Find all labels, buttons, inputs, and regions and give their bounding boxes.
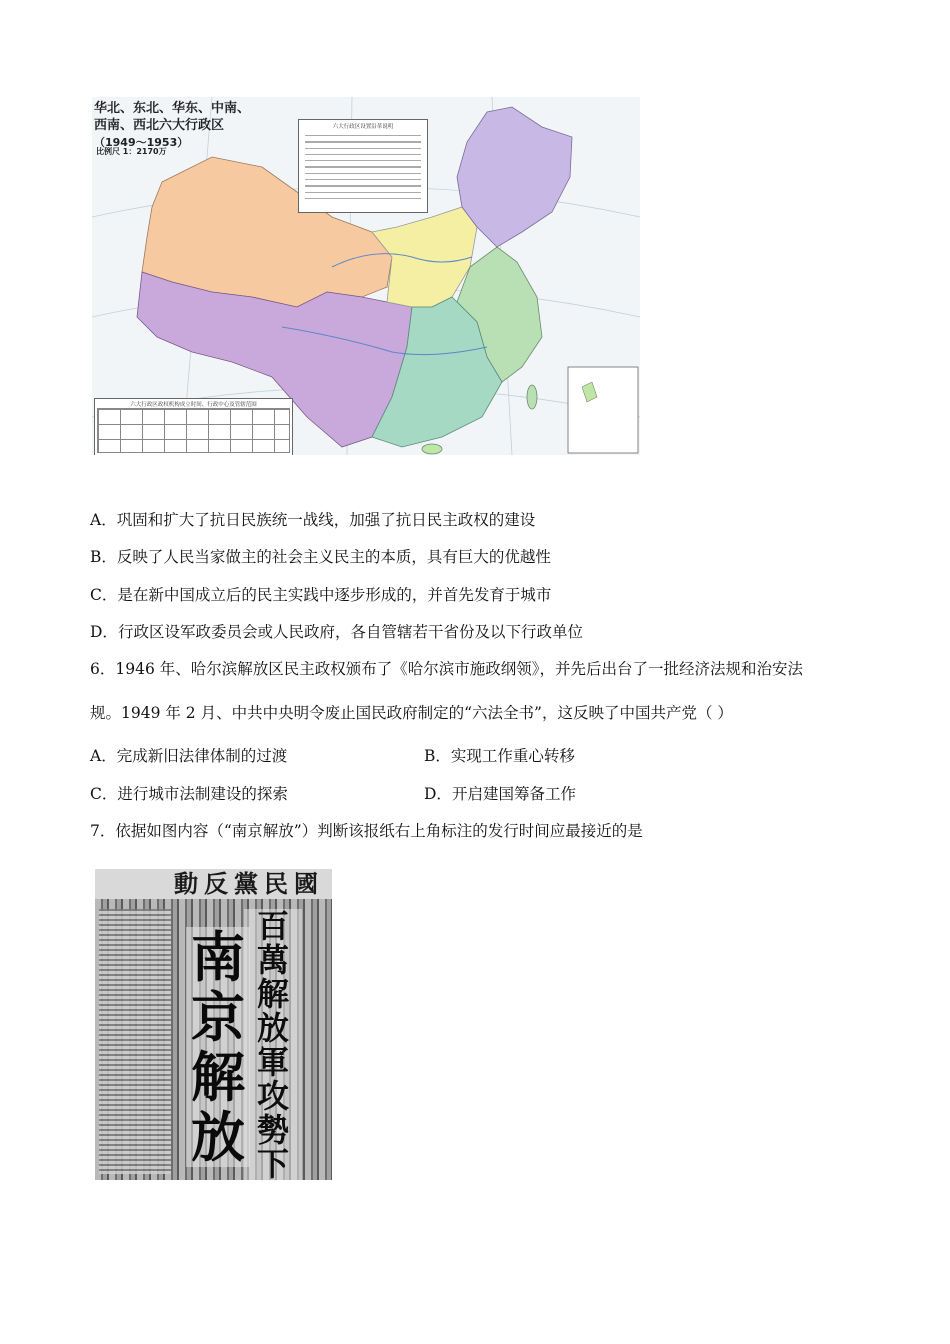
newspaper-photo bbox=[95, 869, 332, 1180]
table-box-title: 六大行政区政权机构成立时间、行政中心及管辖范围 bbox=[130, 402, 257, 408]
newspaper-subheadline: 百萬解放軍攻勢下 bbox=[244, 909, 302, 1180]
option-text: 行政区设军政委员会或人民政府，各自管辖若干省份及以下行政单位 bbox=[117, 623, 583, 641]
island-hainan bbox=[422, 444, 442, 454]
option-letter: D． bbox=[424, 785, 452, 803]
q5-option-c bbox=[90, 584, 551, 606]
option-letter: B． bbox=[424, 747, 451, 765]
q6-option-d bbox=[424, 783, 576, 805]
option-text: 实现工作重心转移 bbox=[450, 747, 575, 765]
q5-option-a bbox=[90, 509, 535, 531]
newspaper-headline: 南京解放 bbox=[186, 927, 250, 1167]
newspaper-masthead: 動反黨民國 bbox=[95, 869, 332, 899]
q6-stem-line-2: 规。1949 年 2 月、中共中央明令废止国民政府制定的“六法全书”，这反映了中国共产党（ ） bbox=[90, 704, 733, 722]
newspaper-text-column bbox=[99, 909, 171, 1174]
q6-option-c bbox=[90, 783, 288, 805]
map-note-box bbox=[298, 119, 428, 213]
q5-option-d bbox=[90, 621, 583, 643]
map-title-line-3: （1949～1953） bbox=[94, 136, 189, 149]
q7-stem: 7．依据如图内容（“南京解放”）判断该报纸右上角标注的发行时间应最接近的是 bbox=[90, 822, 643, 840]
administrative-regions-map bbox=[92, 97, 640, 455]
q6-stem-line-1: 6．1946 年、哈尔滨解放区民主政权颁布了《哈尔滨市施政纲领》，并先后出台了一批经济法规和治安法 bbox=[90, 660, 803, 678]
option-text: 巩固和扩大了抗日民族统一战线，加强了抗日民主政权的建设 bbox=[116, 511, 536, 529]
q6-option-b bbox=[424, 745, 575, 767]
option-letter: D． bbox=[90, 623, 118, 641]
map-table-box bbox=[94, 398, 293, 455]
note-box-title: 六大行政区设置沿革说明 bbox=[332, 124, 394, 130]
option-letter: B． bbox=[90, 548, 117, 566]
option-text: 完成新旧法律体制的过渡 bbox=[116, 747, 288, 765]
table-grid bbox=[97, 408, 290, 453]
island-taiwan bbox=[527, 385, 537, 409]
option-letter: C． bbox=[90, 785, 118, 803]
option-text: 开启建国筹备工作 bbox=[451, 785, 576, 803]
option-letter: C． bbox=[90, 586, 118, 604]
map-scale: 比例尺 1：2170万 bbox=[96, 147, 167, 156]
q6-option-a bbox=[90, 745, 287, 767]
map-title-line-1: 华北、东北、华东、中南、 bbox=[94, 101, 251, 116]
map-title-line-2: 西南、西北六大行政区 bbox=[94, 118, 225, 133]
option-letter: A． bbox=[90, 511, 117, 529]
option-text: 是在新中国成立后的民主实践中逐步形成的，并首先发育于城市 bbox=[117, 586, 552, 604]
map-title bbox=[94, 100, 250, 151]
option-text: 进行城市法制建设的探索 bbox=[117, 785, 288, 803]
q5-option-b bbox=[90, 546, 551, 568]
option-text: 反映了人民当家做主的社会主义民主的本质，具有巨大的优越性 bbox=[116, 548, 551, 566]
south-sea-inset bbox=[568, 367, 638, 453]
option-letter: A． bbox=[90, 747, 117, 765]
